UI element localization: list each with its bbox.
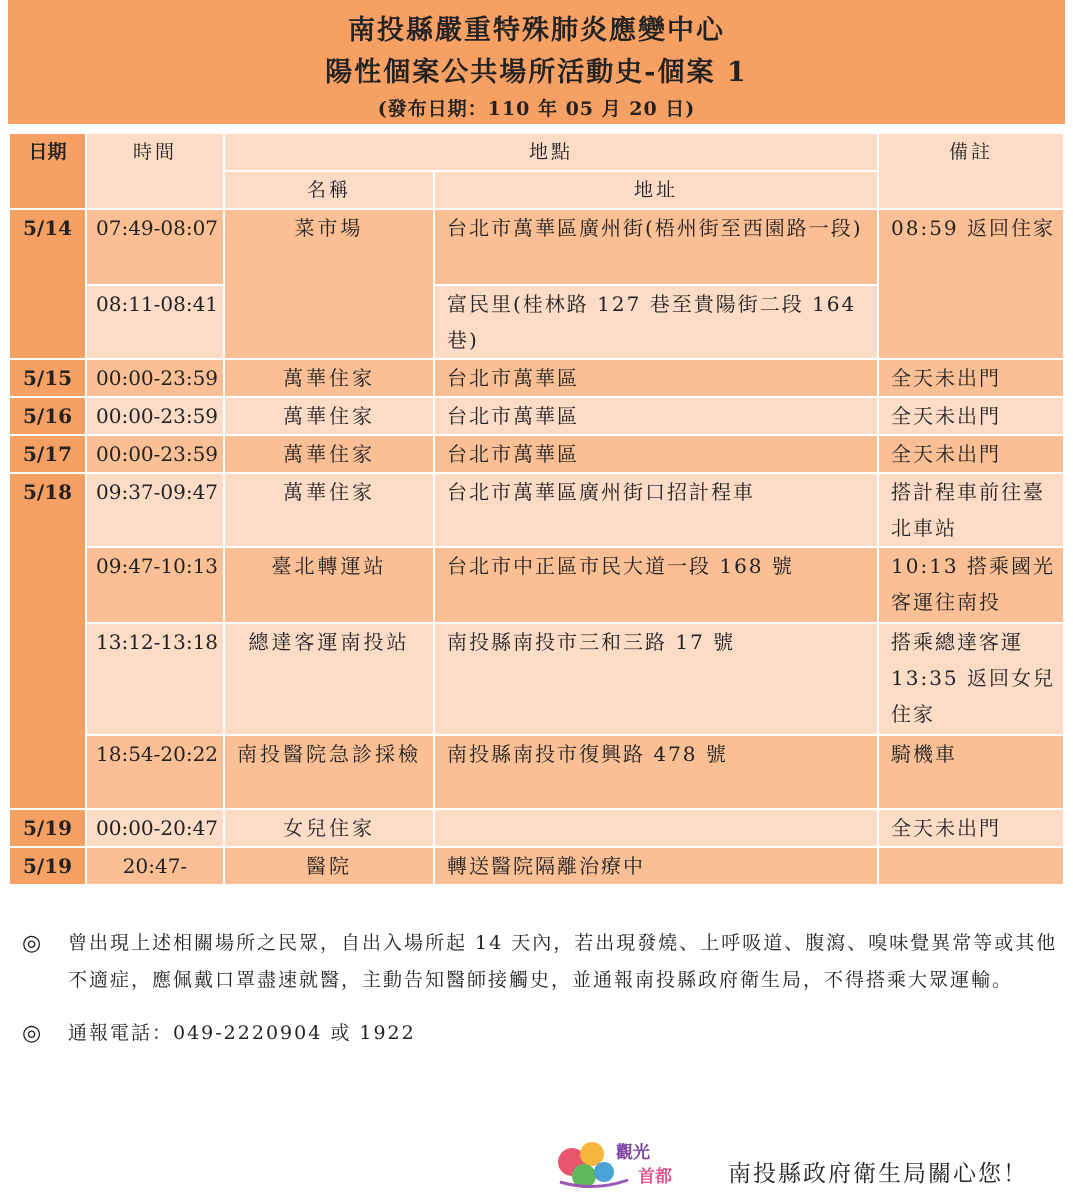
address-cell: 富民里(桂林路 127 巷至貴陽街二段 164 巷) xyxy=(434,285,878,359)
address-cell: 台北市萬華區廣州街(梧州街至西園路一段) xyxy=(434,209,878,285)
date-cell: 5/17 xyxy=(9,435,86,473)
table-row xyxy=(9,209,1064,285)
activity-table xyxy=(8,132,1065,886)
table-row xyxy=(9,847,1064,885)
time-cell: 00:00-23:59 xyxy=(86,397,224,435)
address-cell xyxy=(434,809,878,847)
time-cell: 09:47-10:13 xyxy=(86,547,224,623)
note-cell: 搭計程車前往臺北車站 xyxy=(878,473,1064,547)
notice-item xyxy=(22,1015,1073,1052)
note-cell: 搭乘總達客運13:35 返回女兒住家 xyxy=(878,623,1064,735)
time-cell: 07:49-08:07 xyxy=(86,209,224,285)
table-row xyxy=(9,547,1064,623)
note-cell: 全天未出門 xyxy=(878,397,1064,435)
note-cell: 全天未出門 xyxy=(878,435,1064,473)
name-cell: 女兒住家 xyxy=(224,809,434,847)
header-name: 名稱 xyxy=(224,171,434,209)
footer-message: 南投縣政府衛生局關心您！ xyxy=(728,1161,1028,1187)
tourism-logo-icon xyxy=(554,1136,688,1194)
time-cell: 13:12-13:18 xyxy=(86,623,224,735)
logo-text-2: 首都 xyxy=(638,1167,672,1187)
name-cell: 南投醫院急診採檢 xyxy=(224,735,434,809)
address-cell: 台北市萬華區 xyxy=(434,359,878,397)
note-cell: 騎機車 xyxy=(878,735,1064,809)
date-cell: 5/16 xyxy=(9,397,86,435)
address-cell: 台北市萬華區 xyxy=(434,435,878,473)
name-cell: 臺北轉運站 xyxy=(224,547,434,623)
date-cell: 5/14 xyxy=(9,209,86,359)
bullet-icon: ◎ xyxy=(22,1021,44,1046)
header-banner xyxy=(8,0,1065,124)
name-cell: 萬華住家 xyxy=(224,359,434,397)
table-row xyxy=(9,735,1064,809)
name-cell: 萬華住家 xyxy=(224,435,434,473)
header-place: 地點 xyxy=(224,133,878,171)
note-cell: 10:13 搭乘國光客運往南投 xyxy=(878,547,1064,623)
address-cell: 台北市中正區市民大道一段 168 號 xyxy=(434,547,878,623)
table-row xyxy=(9,397,1064,435)
name-cell: 萬華住家 xyxy=(224,473,434,547)
header-note: 備註 xyxy=(878,133,1064,209)
time-cell: 00:00-23:59 xyxy=(86,359,224,397)
date-cell: 5/19 xyxy=(9,847,86,885)
table-row xyxy=(9,809,1064,847)
note-cell: 08:59 返回住家 xyxy=(878,209,1064,359)
time-cell: 00:00-23:59 xyxy=(86,435,224,473)
date-cell: 5/15 xyxy=(9,359,86,397)
address-cell: 轉送醫院隔離治療中 xyxy=(434,847,878,885)
note-cell: 全天未出門 xyxy=(878,809,1064,847)
date-cell: 5/18 xyxy=(9,473,86,809)
hotline-text: 通報電話：049-2220904 或 1922 xyxy=(68,1022,416,1044)
table-row xyxy=(9,435,1064,473)
header-address: 地址 xyxy=(434,171,878,209)
time-cell: 08:11-08:41 xyxy=(86,285,224,359)
notice-section xyxy=(22,925,1073,1068)
address-cell: 台北市萬華區 xyxy=(434,397,878,435)
note-cell: 全天未出門 xyxy=(878,359,1064,397)
time-cell: 20:47- xyxy=(86,847,224,885)
header-time: 時間 xyxy=(86,133,224,209)
bullet-icon: ◎ xyxy=(22,931,44,956)
table-row xyxy=(9,473,1064,547)
table-row xyxy=(9,359,1064,397)
address-cell: 南投縣南投市復興路 478 號 xyxy=(434,735,878,809)
notice-item xyxy=(22,925,1073,999)
name-cell: 萬華住家 xyxy=(224,397,434,435)
time-cell: 00:00-20:47 xyxy=(86,809,224,847)
name-cell: 菜市場 xyxy=(224,209,434,359)
page-title: 南投縣嚴重特殊肺炎應變中心 xyxy=(348,15,725,46)
time-cell: 18:54-20:22 xyxy=(86,735,224,809)
address-cell: 南投縣南投市三和三路 17 號 xyxy=(434,623,878,735)
time-cell: 09:37-09:47 xyxy=(86,473,224,547)
publish-date: (發布日期：110 年 05 月 20 日) xyxy=(377,98,696,120)
header-date: 日期 xyxy=(9,133,86,209)
note-cell xyxy=(878,847,1064,885)
table-row xyxy=(9,623,1064,735)
name-cell: 醫院 xyxy=(224,847,434,885)
date-cell: 5/19 xyxy=(9,809,86,847)
address-cell: 台北市萬華區廣州街口招計程車 xyxy=(434,473,878,547)
logo-text-1: 觀光 xyxy=(616,1143,650,1163)
notice-text: 曾出現上述相關場所之民眾，自出入場所起 14 天內，若出現發燒、上呼吸道、腹瀉、嗅味覺異常等或其他不適症，應佩戴口罩盡速就醫，主動告知醫師接觸史，並通報南投縣政府衛生局，不得搭乘大眾運輸。 xyxy=(68,932,1058,991)
page-subtitle: 陽性個案公共場所活動史-個案 1 xyxy=(325,57,748,88)
name-cell: 總達客運南投站 xyxy=(224,623,434,735)
